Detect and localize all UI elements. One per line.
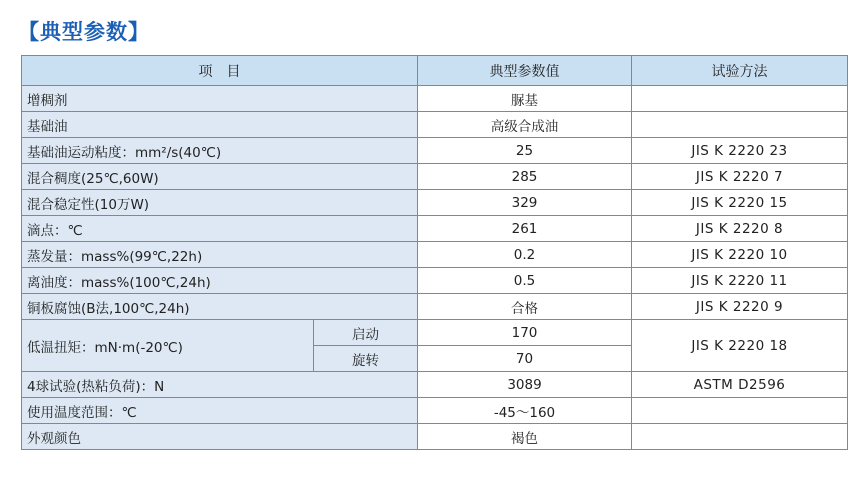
row-value: 高级合成油 xyxy=(418,112,632,138)
table-row xyxy=(22,268,848,294)
row-label: 蒸发量：mass%(99℃,22h) xyxy=(22,242,418,268)
row-value: 3089 xyxy=(418,372,632,398)
header-method: 试验方法 xyxy=(632,56,848,86)
row-label: 增稠剂 xyxy=(22,86,418,112)
table-row xyxy=(22,112,848,138)
row-value: 261 xyxy=(418,216,632,242)
row-method xyxy=(632,424,848,450)
row-value: 329 xyxy=(418,190,632,216)
row-value: 0.5 xyxy=(418,268,632,294)
row-method xyxy=(632,398,848,424)
row-value: 合格 xyxy=(418,294,632,320)
row-label: 基础油 xyxy=(22,112,418,138)
table-row xyxy=(22,164,848,190)
low-temp-start-value: 170 xyxy=(418,320,632,346)
row-value: 25 xyxy=(418,138,632,164)
section-title: 【典型参数】 xyxy=(18,20,150,44)
low-temp-start-label: 启动 xyxy=(314,320,418,346)
table-header-row xyxy=(22,56,848,86)
row-label: 4球试验(热粘负荷)：N xyxy=(22,372,418,398)
table-row xyxy=(22,138,848,164)
row-method xyxy=(632,112,848,138)
row-value: 285 xyxy=(418,164,632,190)
low-temp-rot-label: 旋转 xyxy=(314,346,418,372)
low-temp-method: JIS K 2220 18 xyxy=(632,320,848,372)
row-method: JIS K 2220 10 xyxy=(632,242,848,268)
row-method: JIS K 2220 23 xyxy=(632,138,848,164)
row-method xyxy=(632,86,848,112)
low-temp-rot-value: 70 xyxy=(418,346,632,372)
row-method: JIS K 2220 8 xyxy=(632,216,848,242)
header-value: 典型参数值 xyxy=(418,56,632,86)
row-label: 铜板腐蚀(B法,100℃,24h) xyxy=(22,294,418,320)
row-label: 滴点：℃ xyxy=(22,216,418,242)
row-label: 混合稠度(25℃,60W) xyxy=(22,164,418,190)
table-row xyxy=(22,320,848,346)
row-method: ASTM D2596 xyxy=(632,372,848,398)
table-row xyxy=(22,424,848,450)
table-row xyxy=(22,190,848,216)
table-row xyxy=(22,398,848,424)
low-temp-label: 低温扭矩：mN·m(-20℃) xyxy=(22,320,314,372)
row-value: 脲基 xyxy=(418,86,632,112)
table-row xyxy=(22,242,848,268)
row-method: JIS K 2220 11 xyxy=(632,268,848,294)
row-value: 褐色 xyxy=(418,424,632,450)
row-label: 基础油运动粘度：mm²/s(40℃) xyxy=(22,138,418,164)
row-label: 外观颜色 xyxy=(22,424,418,450)
table-row xyxy=(22,216,848,242)
row-value: 0.2 xyxy=(418,242,632,268)
row-label: 使用温度范围：℃ xyxy=(22,398,418,424)
parameters-table xyxy=(21,55,848,450)
row-label: 混合稳定性(10万W) xyxy=(22,190,418,216)
table-row xyxy=(22,86,848,112)
table-row xyxy=(22,294,848,320)
row-method: JIS K 2220 15 xyxy=(632,190,848,216)
header-item: 项 目 xyxy=(22,56,418,86)
table-row xyxy=(22,372,848,398)
row-value: -45～160 xyxy=(418,398,632,424)
row-label: 离油度：mass%(100℃,24h) xyxy=(22,268,418,294)
row-method: JIS K 2220 7 xyxy=(632,164,848,190)
row-method: JIS K 2220 9 xyxy=(632,294,848,320)
